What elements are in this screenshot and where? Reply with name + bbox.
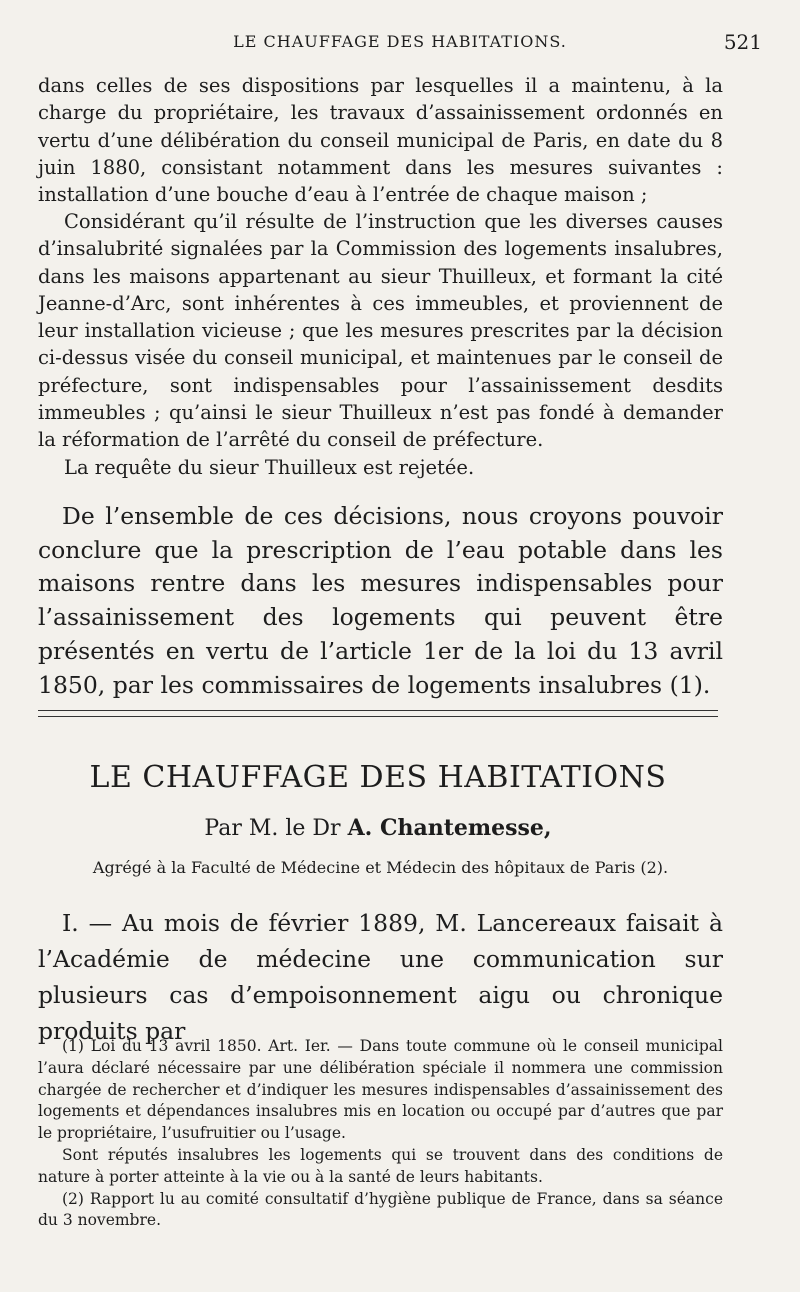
byline-prefix: Par M. le Dr	[204, 816, 341, 841]
footnotes	[38, 1036, 723, 1232]
running-head	[38, 32, 762, 58]
byline	[38, 815, 718, 841]
footnote-1-continued: Sont réputés insalubres les logements qui se trouvent dans des conditions de nature à porter atteinte à la vie ou à la santé de leurs habitants.	[38, 1145, 723, 1186]
footnote-1: (1) Loi du 13 avril 1850. Art. Ier. — Dans toute commune où le conseil municipal l’aura déclaré nécessaire par une délibération spéciale il nommera une commission chargée de rechercher et d’indiquer les mesures indispensables d’assainissement des logements et dépendances insalubres mis en location ou occupé par d’autres que par le propriétaire, l’usufruitier ou l’usage.	[38, 1037, 723, 1143]
footnote-2: (2) Rapport lu au comité consultatif d’hygiène publique de France, dans sa séance du 3 novembre.	[38, 1189, 723, 1230]
author-affiliation: Agrégé à la Faculté de Médecine et Médecin des hôpitaux de Paris (2).	[92, 858, 669, 877]
page-number: 521	[723, 30, 762, 54]
divider-line-bottom	[38, 716, 718, 722]
section-divider	[38, 710, 718, 722]
article-opening: I. — Au mois de février 1889, M. Lancereaux faisait à l’Académie de médecine une communication sur plusieurs cas d’empoisonnement aigu ou chronique produits par	[38, 909, 723, 1045]
decision-block	[38, 208, 723, 481]
paragraph-continued: dans celles de ses dispositions par lesquelles il a maintenu, à la charge du propriétaire, les travaux d’assainissement ordonnés en vertu d’une délibération du conseil municipal de Paris, en date du 8 juin 1880, consistant notamment dans les mesures suivantes : installation d’une bouche d’eau à l’entrée de chaque maison ;	[38, 74, 723, 207]
article-title: LE CHAUFFAGE DES HABITATIONS	[89, 760, 667, 795]
author-name: A. Chantemesse,	[347, 815, 552, 841]
running-title: LE CHAUFFAGE DES HABITATIONS.	[233, 32, 567, 51]
paragraph-considerant: Considérant qu’il résulte de l’instruction que les diverses causes d’insalubrité signalées par la Commission des logements insalubres, dans les maisons appartenant au sieur Thuilleux, et formant la cité Jeanne-d’Arc, sont inhérentes à ces immeubles, et proviennent de leur installation vicieuse ; que les mesures prescrites par la décision ci-dessus visée du conseil municipal, et maintenues par le conseil de préfecture, sont indispensables pour l’assainissement desdits immeubles ; qu’ainsi le sieur Thuilleux n’est pas fondé à demander la réformation de l’arrêté du conseil de préfecture.	[38, 210, 723, 452]
paragraph-verdict: La requête du sieur Thuilleux est rejetée.	[64, 455, 475, 479]
paragraph-conclusion: De l’ensemble de ces décisions, nous croyons pouvoir conclure que la prescription de l’eau potable dans les maisons rentre dans les mesures indispensables pour l’assainissement des logements qui peuvent être présentés en vertu de l’article 1er de la loi du 13 avril 1850, par les commissaires de logements insalubres (1).	[38, 502, 723, 699]
